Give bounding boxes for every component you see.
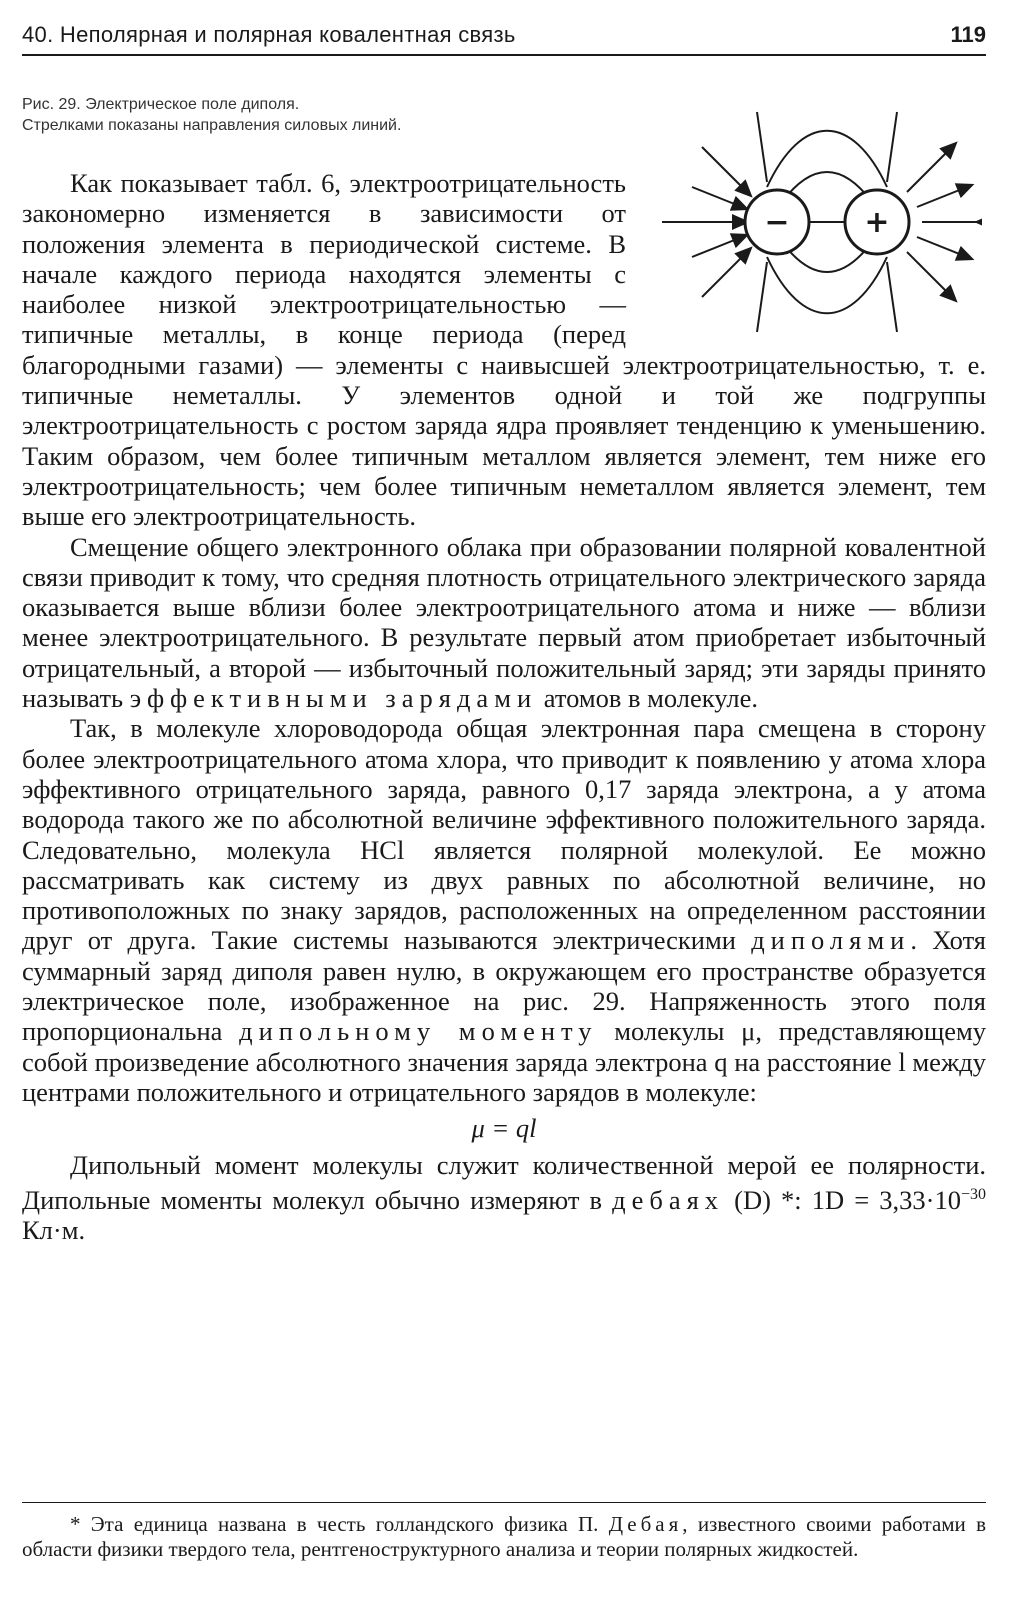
figure-caption [22,94,622,136]
caption-line-1: Рис. 29. Электрическое поле диполя. [22,96,300,113]
negative-charge-label: − [764,205,790,240]
term-effective-charges: эффективными зарядами [129,683,538,714]
caption-line-2: Стрелками показаны направления силовых линий. [22,117,402,134]
book-page [22,18,987,1561]
page-number: 119 [950,22,986,47]
paragraph-1: Как показывает табл. 6, электроотрицательность закономерно изменяется в зависимости от положения элемента в периодической системе. В начале каждого периода находятся элементы с наиболее низкой электроотрицательностью — типичные металлы, в конце периода (перед благородными газами) — элементы с наивысшей электроотрицательностью, т. е. типичные неметаллы. У элементов одной и той же подгруппы электроотрицательность с ростом заряда ядра проявляет тенденцию к уменьшению. Таким образом, чем более типичным металлом является элемент, тем ниже его электроотрицательность; чем более типичным неметаллом является элемент, тем выше его электроотрицательность. [22,168,986,532]
positive-charge-label: + [864,205,890,240]
exponent: −30 [960,1185,986,1203]
footnote: * Эта единица названа в честь голландского физика П. Дебая, известного своими работами в области физики твердого тела, рентгеноструктурного анализа и теории полярных жидкостей. [22,1512,987,1561]
chapter-title: 40. Неполярная и полярная ковалентная связь [22,22,516,47]
paragraph-4: Дипольный момент молекулы служит количественной мерой ее полярности. Дипольные моменты молекул обычно измеряют в дебаях (D) *: $1D = 3,33\cdot 10^{-30}$ Кл·м. [22,1149,986,1245]
body-text [22,168,986,1245]
term-dipoles: диполями [751,925,911,956]
paragraph-2: Смещение общего электронного облака при образовании полярной ковалентной связи приводит к тому, что средняя плотность отрицательного электрического заряда оказывается выше вблизи более электроотрицательного атома и ниже — вблизи менее электроотрицательного. В результате первый атом приобретает избыточный отрицательный, а второй — избыточный положительный заряд; эти заряды принято называть эффективными зарядами атомов в молекуле. [22,531,986,714]
term-dipole-moment: дипольному моменту [239,1016,598,1047]
footnote-divider [22,1502,986,1503]
formula-dipole-moment: μ = ql [471,1113,537,1144]
paragraph-3: Так, в молекуле хлороводорода общая электронная пара смещена в сторону более электроотрицательного атома хлора, что приводит к появлению у атома хлора эффективного отрицательного заряда, равного 0,17 заряда электрона, а у атома водорода такого же по абсолютной величине эффективного положительного заряда. Следовательно, молекула HCl является полярной молекулой. Ее можно рассматривать как систему из двух равных по абсолютной величине, но противоположных по знаку зарядов, расположенных на определенном расстоянии друг от друга. Такие системы называются электрическими диполями. Хотя суммарный заряд диполя равен нулю, в окружающем его пространстве образуется электрическое поле, изображенное на рис. 29. Напряженность этого поля пропорциональна дипольному моменту молекулы μ, представляющему собой произведение абсолютного значения заряда электрона q на расстояние l между центрами положительного и отрицательного зарядов в молекуле: [22,713,987,1107]
running-header [22,18,986,56]
term-debye: дебаях [612,1184,725,1215]
footnote-name: Дебая [608,1512,683,1536]
